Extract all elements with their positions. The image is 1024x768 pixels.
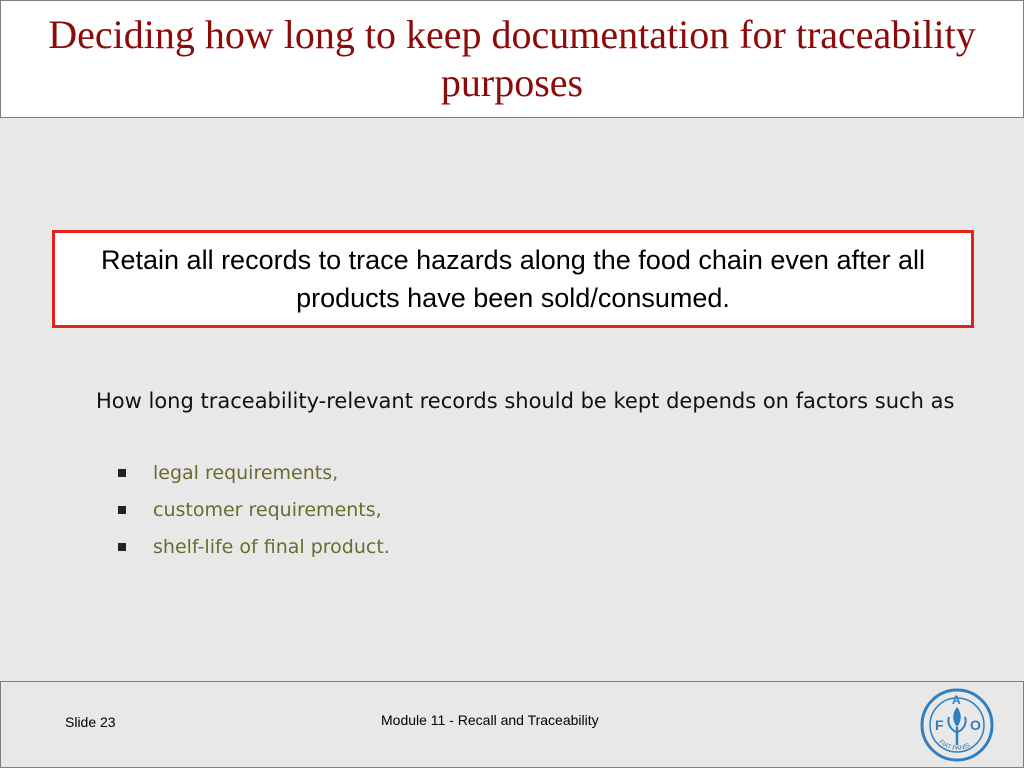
callout-text: Retain all records to trace hazards along the food chain even after all products have been sold/consumed. [101,245,925,313]
square-bullet-icon [118,469,126,477]
list-item [112,528,390,565]
logo-letter-f: F [935,717,944,733]
bullet-list [112,454,390,565]
slide-number: Slide 23 [65,714,116,730]
square-bullet-icon [118,506,126,514]
title-bar [0,0,1024,118]
module-title: Module 11 - Recall and Traceability [381,712,599,728]
square-bullet-icon [118,543,126,551]
slide-footer [0,681,1024,768]
callout-box [52,230,974,328]
bullet-text: legal requirements, [153,461,339,484]
logo-letter-a: A [952,693,961,707]
body-paragraph: How long traceability-relevant records should be kept depends on factors such as [96,389,955,413]
bullet-text: customer requirements, [153,498,382,521]
fao-logo-icon [919,687,995,763]
bullet-text: shelf-life of final product. [153,535,390,558]
list-item [112,454,390,491]
slide-title: Deciding how long to keep documentation for traceability purposes [48,12,976,105]
logo-motto: FIAT PANIS [937,738,972,753]
logo-letter-o: O [970,717,981,733]
list-item [112,491,390,528]
